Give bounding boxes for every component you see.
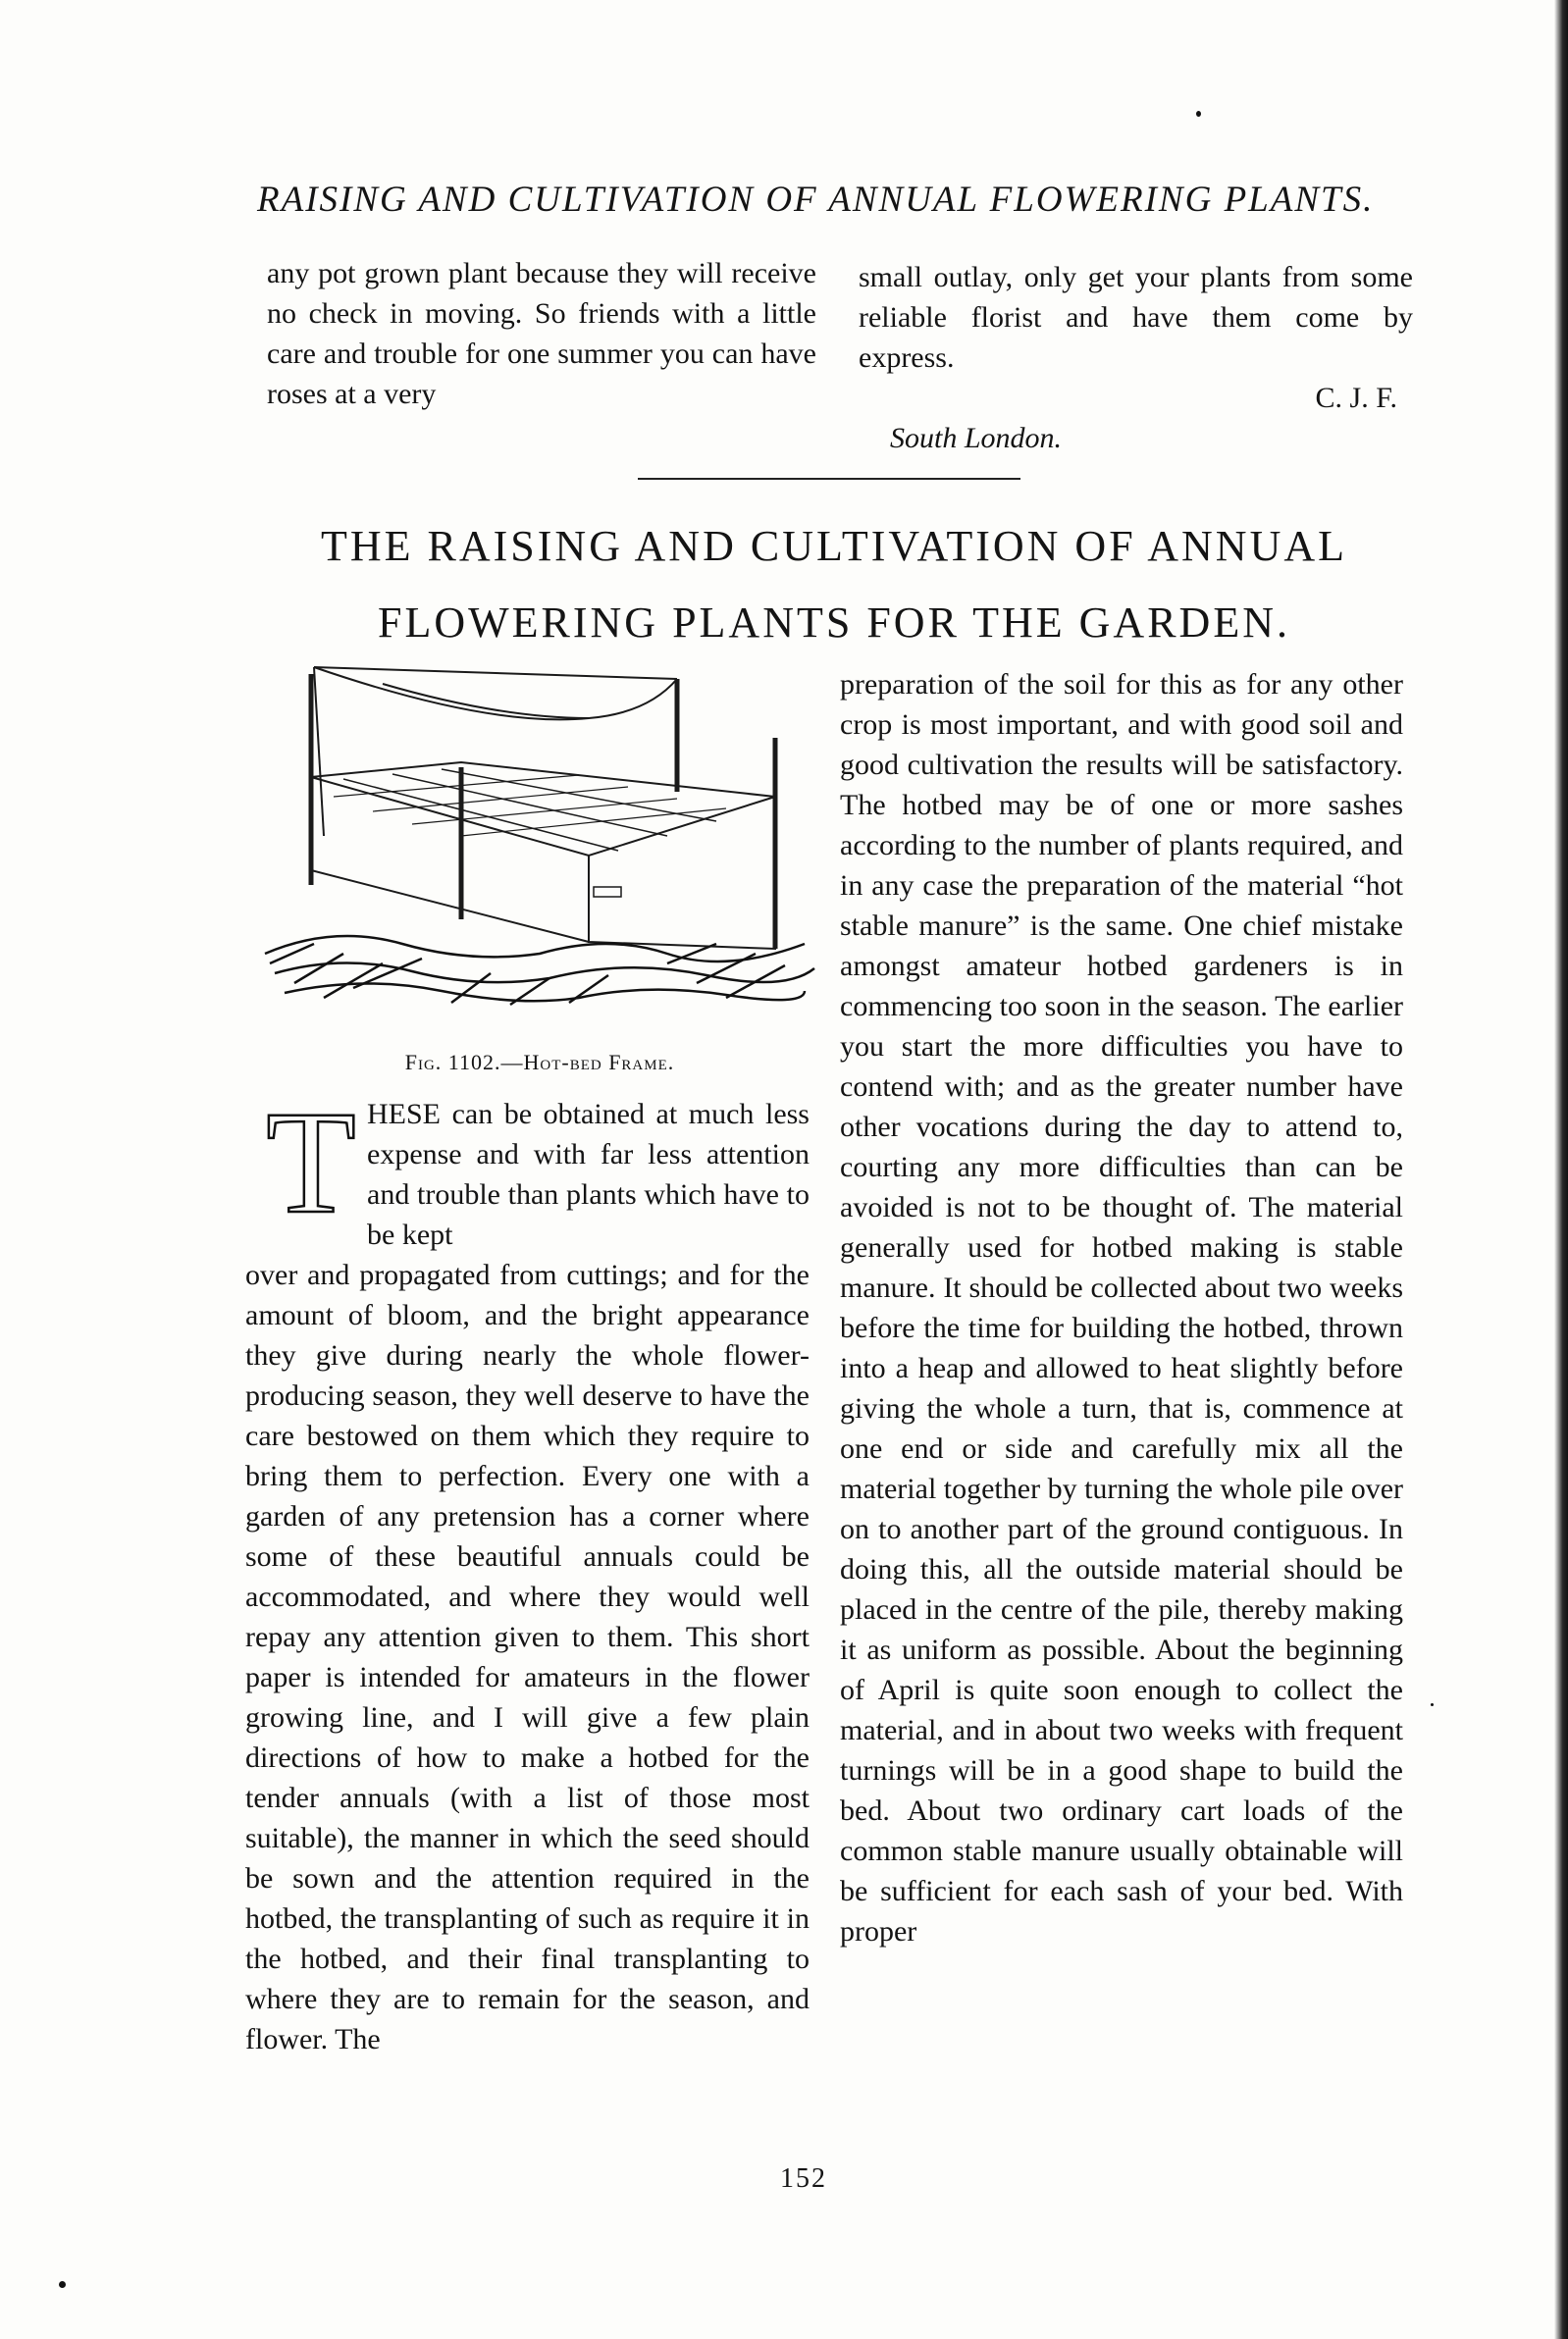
title-line-1: THE RAISING AND CULTIVATION OF ANNUAL bbox=[320, 522, 1348, 570]
speck bbox=[1196, 111, 1201, 117]
article-title bbox=[245, 508, 1423, 661]
running-head: RAISING AND CULTIVATION OF ANNUAL FLOWERING PLANTS. bbox=[257, 180, 1375, 220]
right-body: preparation of the soil for this as for any other crop is most important, and with good soil and good cultivation the results will be satisfactory. The hotbed may be of one or more sashes according to the number of plants required, and in any case the preparation of the material “hot stable manure” is the same. One chief mistake amongst amateur hotbed gardeners is in commencing too soon in the season. The earlier you start the more difficulties you have to contend with; and as the greater number have other vocations during the day to attend to, courting any more difficulties than can be avoided is not to be thought of. The material generally used for hotbed making is stable manure. It should be collected about two weeks before the time for building the hotbed, thrown into a heap and allowed to heat slightly before giving the whole a turn, that is, commence at one end or side and carefully mix all the material together by turning the whole pile over on to another part of the ground contiguous. In doing this, all the outside material should be placed in the centre of the pile, thereby making it as uniform as possible. About the beginning of April is quite soon enough to collect the material, and in about two weeks with frequent turnings will be in a good shape to build the bed. About two ordinary cart loads of the common stable manure usually obtainable will be sufficient for each sash of your bed. With proper bbox=[840, 668, 1403, 1948]
place: South London. bbox=[890, 422, 1063, 454]
top-left-column bbox=[267, 253, 816, 414]
right-column bbox=[840, 664, 1403, 1951]
signature: C. J. F. bbox=[1315, 382, 1397, 414]
speck bbox=[1431, 1703, 1434, 1706]
left-column bbox=[245, 1094, 810, 2059]
left-body: over and propagated from cuttings; and for the amount of bloom, and the bright appearance they give during nearly the whole flower-producing season, they well deserve to have the care bestowed on them which they require to bring them to perfection. Every one with a garden of any pretension has a corner where some of these beautiful annuals could be accommodated, and where they would well repay any attention given to them. This short paper is intended for amateurs in the flower growing line, and I will give a few plain directions of how to make a hotbed for the tender annuals (with a list of those most suitable), the manner in which the seed should be sown and the attention required in the hotbed, the transplanting of such as require it in the hotbed, and their final transplanting to where they are to remain for the season, and flower. The bbox=[245, 1259, 810, 2055]
hotbed-frame-illustration bbox=[255, 659, 834, 1032]
top-right-text: small outlay, only get your plants from some reliable florist and have them come by express. bbox=[859, 261, 1413, 374]
section-rule bbox=[638, 478, 1020, 480]
title-line-2: FLOWERING PLANTS FOR THE GARDEN. bbox=[378, 598, 1290, 647]
left-intro: HESE can be obtained at much less expense and with far less attention and trouble than plants which have to be kept bbox=[367, 1098, 810, 1251]
speck bbox=[59, 2281, 66, 2288]
scan-edge bbox=[1554, 0, 1568, 2339]
page-number: 152 bbox=[780, 2163, 827, 2194]
figure-caption: Fig. 1102.—Hot-bed Frame. bbox=[404, 1050, 675, 1074]
svg-text:T: T bbox=[266, 1099, 356, 1226]
top-right-column bbox=[859, 257, 1413, 458]
top-left-text: any pot grown plant because they will receive no check in moving. So friends with a little care and trouble for one summer you can have roses at a very bbox=[267, 257, 816, 410]
signature-line bbox=[859, 378, 1413, 418]
